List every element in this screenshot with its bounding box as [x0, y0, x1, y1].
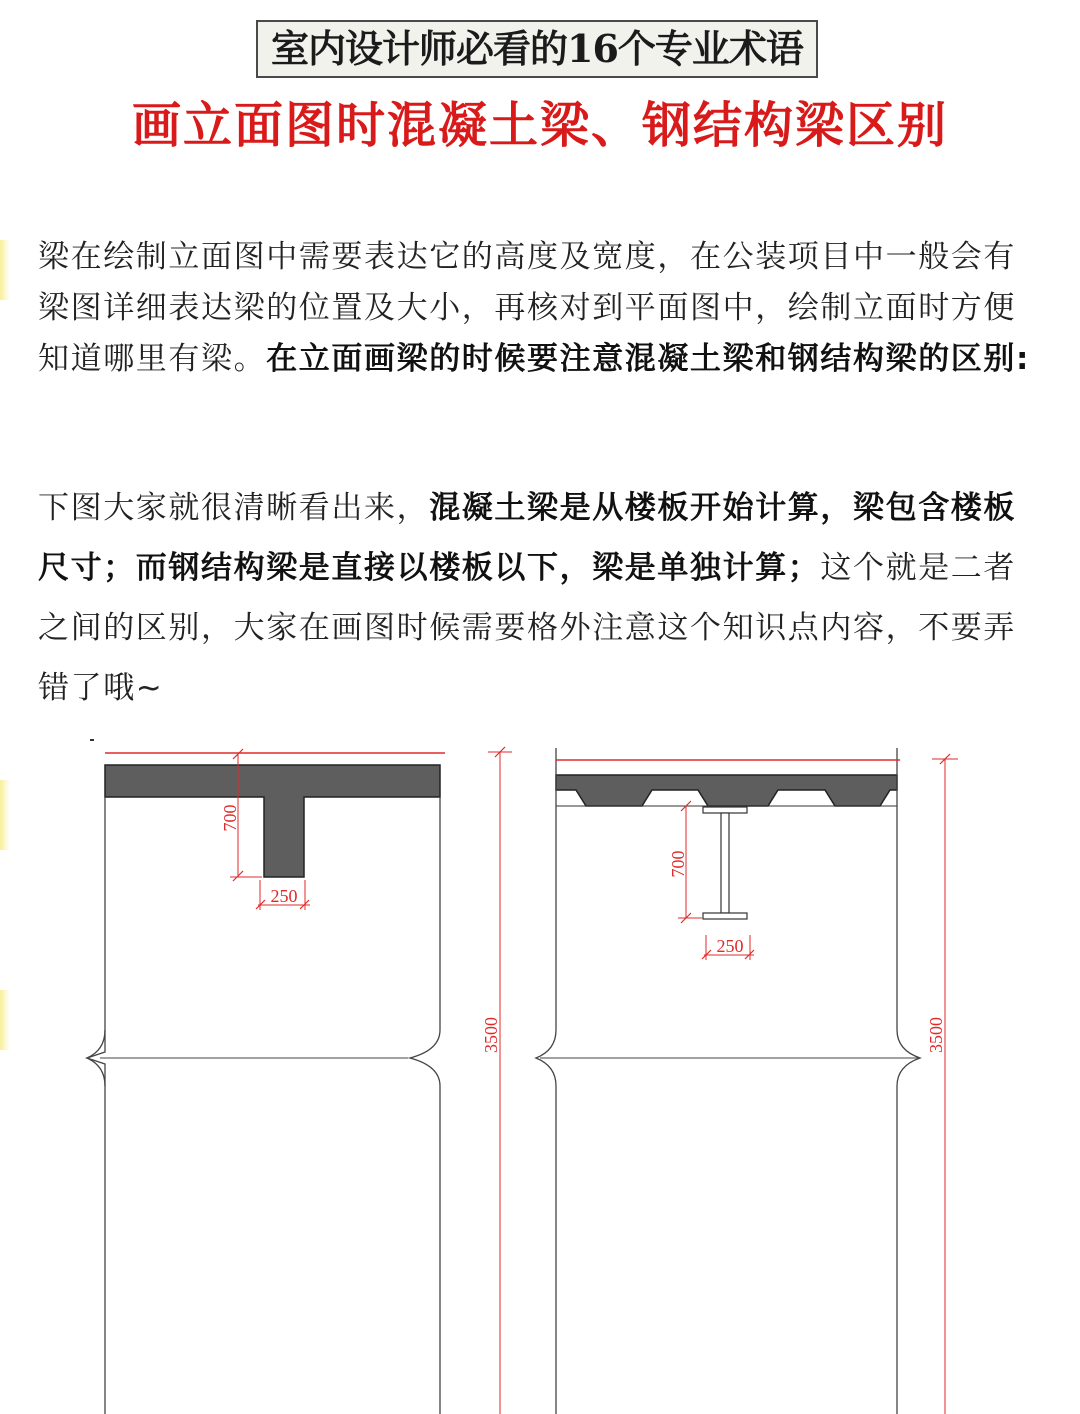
concrete-right-wall-line [410, 797, 440, 1414]
series-tag: 室内设计师必看的16个专业术语 [256, 20, 818, 78]
concrete-beam-elevation [87, 740, 512, 1414]
steel-beam-top-flange [703, 807, 747, 813]
intro-emphasis: 在立面画梁的时候要注意混凝土梁和钢结构梁的区别: [266, 341, 1030, 377]
steel-beam-elevation [536, 748, 958, 1414]
steel-composite-slab [556, 775, 897, 806]
steel-beam-bottom-flange [703, 913, 747, 919]
explanation-tail: 这个就是二者之间的区别，大家在画图时候需要格外注意这个知识点内容，不要弄错了哦~ [38, 550, 1017, 706]
intro-text: 梁在绘制立面图中需要表达它的高度及宽度，在公装项目中一般会有梁图详细表达梁的位置及大小，再核对到平面图中，绘制立面时方便知道哪里有梁。 [38, 239, 1016, 377]
left-edge-highlight [0, 240, 10, 300]
explanation-paragraph [38, 478, 1042, 718]
intro-paragraph [38, 232, 1042, 385]
steel-floor-height-label: 3500 [926, 1017, 946, 1053]
concrete-beam-height-label: 700 [220, 804, 240, 832]
concrete-left-wall-line [87, 797, 105, 1414]
steel-right-wall-line [897, 748, 920, 1414]
steel-left-wall-line [536, 748, 556, 1414]
steel-beam-width-label: 250 [716, 936, 744, 956]
concrete-floor-height-label: 3500 [481, 1017, 501, 1053]
steel-beam-height-label: 700 [668, 850, 688, 878]
concrete-beam-width-label: 250 [270, 886, 298, 906]
beam-elevation-drawings [0, 720, 1080, 1414]
page-title: 画立面图时混凝土梁、钢结构梁区别 [131, 96, 948, 154]
concrete-slab-beam [105, 765, 440, 877]
explanation-lead: 下图大家就很清晰看出来， [38, 490, 430, 526]
steel-beam-web [721, 813, 729, 913]
explanation-emphasis: 混凝土梁是从楼板开始计算，梁包含楼板尺寸；而钢结构梁是直接以楼板以下，梁是单独计算； [38, 490, 1017, 586]
